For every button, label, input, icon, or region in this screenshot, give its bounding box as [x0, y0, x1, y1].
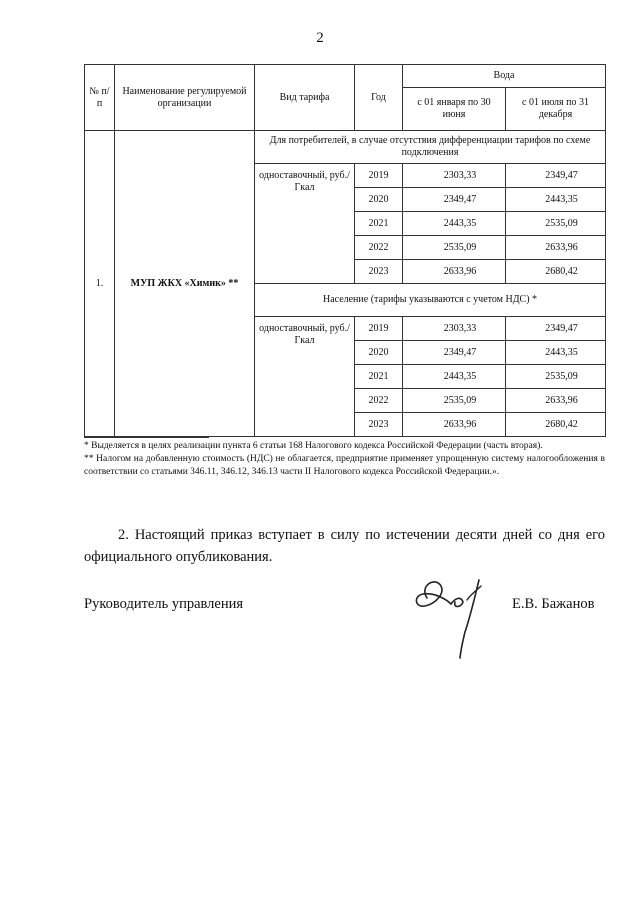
year-cell: 2023 [355, 260, 403, 284]
order-paragraph [84, 524, 605, 568]
year-cell: 2020 [355, 188, 403, 212]
period1-value: 2349,47 [403, 341, 506, 365]
handwritten-signature [405, 566, 500, 661]
period1-value: 2633,96 [403, 413, 506, 437]
row-number: 1. [85, 131, 115, 437]
header-period-1: с 01 января по 30 июня [403, 88, 506, 131]
org-name: МУП ЖКХ «Химик» ** [115, 131, 255, 437]
signatory-name: Е.В. Бажанов [512, 596, 595, 612]
header-org: Наименование регулируемой организации [115, 65, 255, 131]
period1-value: 2303,33 [403, 317, 506, 341]
year-cell: 2022 [355, 389, 403, 413]
header-row-1 [85, 65, 606, 88]
tariff-type: одноставочный, руб./Гкал [255, 164, 355, 284]
period1-value: 2443,35 [403, 365, 506, 389]
year-cell: 2022 [355, 236, 403, 260]
year-cell: 2020 [355, 341, 403, 365]
period1-value: 2349,47 [403, 188, 506, 212]
period1-value: 2535,09 [403, 236, 506, 260]
page-number: 2 [316, 30, 324, 46]
period2-value: 2535,09 [506, 212, 606, 236]
period2-value: 2633,96 [506, 236, 606, 260]
tariff-type: одноставочный, руб./Гкал [255, 317, 355, 437]
period2-value: 2349,47 [506, 317, 606, 341]
period2-value: 2680,42 [506, 260, 606, 284]
period2-value: 2680,42 [506, 413, 606, 437]
period2-value: 2349,47 [506, 164, 606, 188]
period2-value: 2443,35 [506, 188, 606, 212]
footnote-1: * Выделяется в целях реализации пункта 6 статьи 168 Налогового кодекса Российской Федерации (часть вторая). [84, 441, 543, 451]
period2-value: 2633,96 [506, 389, 606, 413]
header-water: Вода [403, 65, 606, 88]
period1-value: 2535,09 [403, 389, 506, 413]
footnote-divider [84, 437, 209, 438]
section-title: Для потребителей, в случае отсутствия дифференциации тарифов по схеме подключения [255, 131, 606, 164]
year-cell: 2021 [355, 212, 403, 236]
header-num: № п/п [85, 65, 115, 131]
signatory-title: Руководитель управления [84, 596, 244, 612]
tariff-table [84, 64, 606, 437]
period1-value: 2443,35 [403, 212, 506, 236]
header-period-2: с 01 июля по 31 декабря [506, 88, 606, 131]
header-tariff-type: Вид тарифа [255, 65, 355, 131]
section-title: Население (тарифы указываются с учетом НДС) * [255, 284, 606, 317]
order-paragraph-text: 2. Настоящий приказ вступает в силу по истечении десяти дней со дня его официального опубликования. [84, 527, 605, 565]
year-cell: 2019 [355, 164, 403, 188]
year-cell: 2021 [355, 365, 403, 389]
year-cell: 2019 [355, 317, 403, 341]
footnotes [84, 440, 605, 479]
year-cell: 2023 [355, 413, 403, 437]
footnote-2: ** Налогом на добавленную стоимость (НДС) не облагается, предприятие применяет упрощенную систему налогообложения в соответствии со статьями 346.11, 346.12, 346.13 части II Налогового кодекса Российской Федерации.». [84, 454, 605, 477]
section-title-row [85, 131, 606, 164]
period2-value: 2443,35 [506, 341, 606, 365]
header-year: Год [355, 65, 403, 131]
period1-value: 2633,96 [403, 260, 506, 284]
period1-value: 2303,33 [403, 164, 506, 188]
period2-value: 2535,09 [506, 365, 606, 389]
